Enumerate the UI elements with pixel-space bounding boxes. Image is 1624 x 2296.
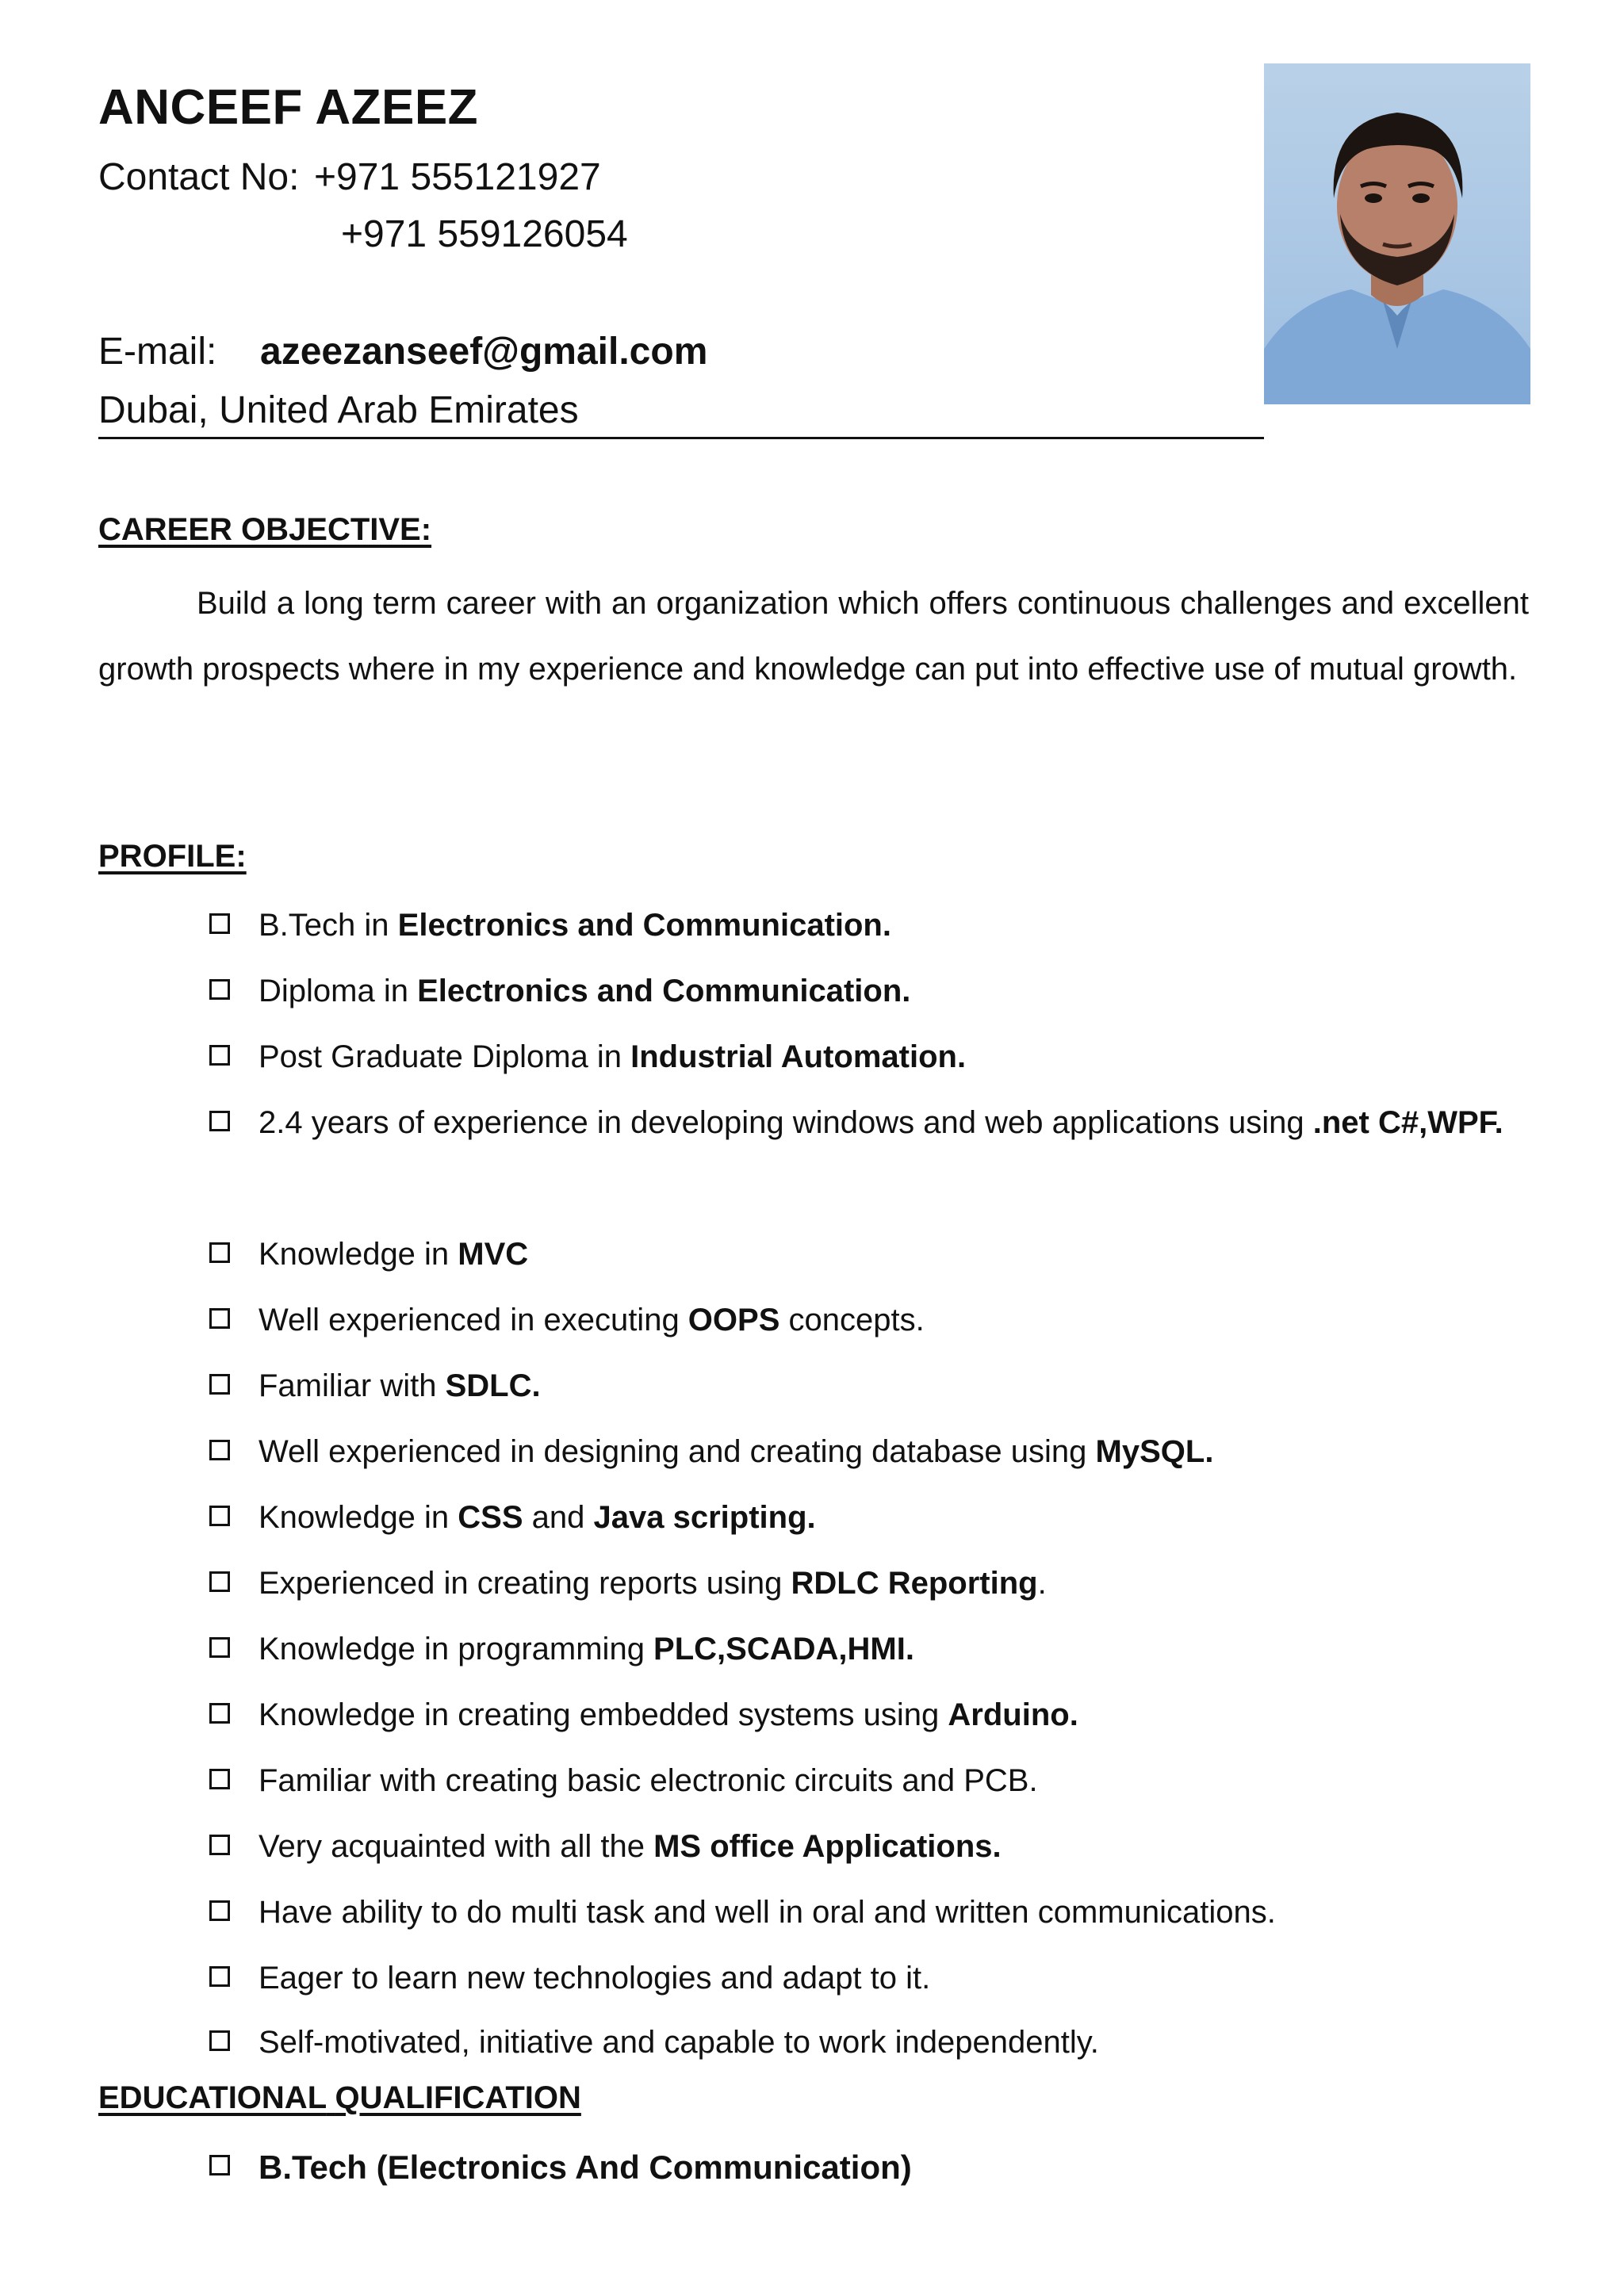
checkbox-icon bbox=[209, 1308, 230, 1329]
checkbox-icon bbox=[209, 1571, 230, 1592]
education-item: B.Tech (Electronics And Communication) bbox=[211, 2134, 1530, 2200]
checkbox-icon bbox=[209, 1703, 230, 1724]
email-label: E-mail: bbox=[98, 331, 217, 373]
career-objective-heading: CAREER OBJECTIVE: bbox=[98, 512, 432, 547]
checkbox-icon bbox=[209, 1835, 230, 1855]
contact-label: Contact No: bbox=[98, 156, 300, 198]
phone-number-2: +971 559126054 bbox=[341, 213, 628, 255]
profile-heading: PROFILE: bbox=[98, 839, 247, 874]
list-item: Familiar with SDLC. bbox=[211, 1353, 1530, 1419]
checkbox-icon bbox=[209, 2155, 230, 2175]
list-item: 2.4 years of experience in developing windows and web applications using .net C#,WPF. bbox=[211, 1090, 1530, 1156]
profile-photo bbox=[1264, 63, 1530, 404]
list-item: Self-motivated, initiative and capable to work independently. bbox=[211, 2010, 1530, 2076]
list-item: Knowledge in CSS and Java scripting. bbox=[211, 1485, 1530, 1551]
list-item: Post Graduate Diploma in Industrial Automation. bbox=[211, 1024, 1530, 1090]
checkbox-icon bbox=[209, 1440, 230, 1460]
checkbox-icon bbox=[209, 979, 230, 1000]
list-item: Knowledge in MVC bbox=[211, 1222, 1530, 1288]
checkbox-icon bbox=[209, 1242, 230, 1263]
list-item: Experienced in creating reports using RDLC Reporting. bbox=[211, 1551, 1530, 1617]
checkbox-icon bbox=[209, 1506, 230, 1526]
list-item: Diploma in Electronics and Communication. bbox=[211, 959, 1530, 1024]
education-heading: EDUCATIONAL QUALIFICATION bbox=[98, 2080, 581, 2115]
checkbox-icon bbox=[209, 1045, 230, 1066]
list-item: Knowledge in programming PLC,SCADA,HMI. bbox=[211, 1617, 1530, 1682]
location: Dubai, United Arab Emirates bbox=[98, 388, 1264, 439]
checkbox-icon bbox=[209, 1966, 230, 1987]
list-item: Have ability to do multi task and well in oral and written communications. bbox=[211, 1880, 1530, 1946]
checkbox-icon bbox=[209, 1769, 230, 1789]
checkbox-icon bbox=[209, 1637, 230, 1658]
candidate-name: ANCEEF AZEEZ bbox=[98, 80, 479, 135]
checkbox-icon bbox=[209, 1900, 230, 1921]
checkbox-icon bbox=[209, 1374, 230, 1395]
email-address: azeezanseef@gmail.com bbox=[260, 331, 708, 373]
list-item: B.Tech in Electronics and Communication. bbox=[211, 893, 1530, 959]
list-item: Well experienced in designing and creating database using MySQL. bbox=[211, 1419, 1530, 1485]
phone-number-1: +971 555121927 bbox=[314, 156, 601, 198]
checkbox-icon bbox=[209, 913, 230, 934]
list-item: Knowledge in creating embedded systems using Arduino. bbox=[211, 1682, 1530, 1748]
checkbox-icon bbox=[209, 2030, 230, 2051]
checkbox-icon bbox=[209, 1111, 230, 1131]
list-item: Eager to learn new technologies and adapt to it. bbox=[211, 1946, 1530, 2011]
list-item: Well experienced in executing OOPS concepts. bbox=[211, 1288, 1530, 1353]
list-item: Very acquainted with all the MS office Applications. bbox=[211, 1814, 1530, 1880]
list-item: Familiar with creating basic electronic circuits and PCB. bbox=[211, 1748, 1530, 1814]
career-objective-text: Build a long term career with an organization which offers continuous challenges and excellent growth prospects where in my experience and knowledge can put into effective use of mutual growth. bbox=[98, 586, 1529, 687]
